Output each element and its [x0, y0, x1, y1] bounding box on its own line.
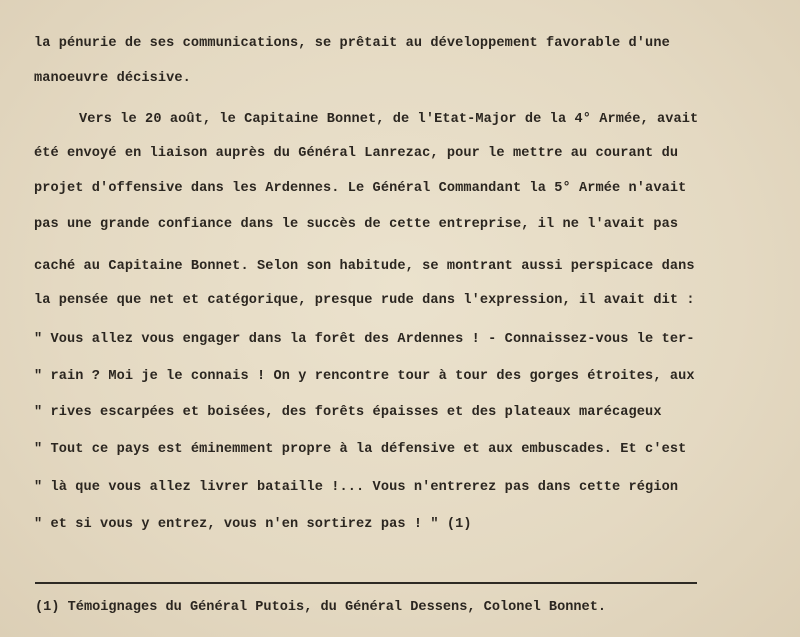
- text-line-13: " là que vous allez livrer bataille !... Vous n'entrerez pas dans cette région: [34, 480, 679, 495]
- text-line-11: " rives escarpées et boisées, des forêts épaisses et des plateaux marécageux: [34, 405, 662, 420]
- text-line-1: la pénurie de ses communications, se prêtait au développement favorable d'une: [34, 36, 670, 51]
- text-line-7: caché au Capitaine Bonnet. Selon son habitude, se montrant aussi perspicace dans: [34, 259, 695, 274]
- text-line-12: " Tout ce pays est éminemment propre à la défensive et aux embuscades. Et c'est: [34, 442, 687, 457]
- text-line-14: " et si vous y entrez, vous n'en sortirez pas ! " (1): [34, 517, 472, 532]
- text-line-8: la pensée que net et catégorique, presque rude dans l'expression, il avait dit :: [34, 293, 695, 308]
- footnote: (1) Témoignages du Général Putois, du Général Dessens, Colonel Bonnet.: [35, 600, 607, 615]
- text-line-2: manoeuvre décisive.: [34, 71, 191, 86]
- text-line-5: projet d'offensive dans les Ardennes. Le Général Commandant la 5° Armée n'avait: [34, 181, 687, 196]
- text-line-4: été envoyé en liaison auprès du Général Lanrezac, pour le mettre au courant du: [34, 146, 679, 161]
- text-line-10: " rain ? Moi je le connais ! On y rencontre tour à tour des gorges étroites, aux: [34, 369, 695, 384]
- text-line-9: " Vous allez vous engager dans la forêt des Ardennes ! - Connaissez-vous le ter-: [34, 332, 695, 347]
- footnote-divider: [35, 582, 697, 584]
- text-line-6: pas une grande confiance dans le succès de cette entreprise, il ne l'avait pas: [34, 217, 679, 232]
- text-line-3: Vers le 20 août, le Capitaine Bonnet, de l'Etat-Major de la 4° Armée, avait: [79, 112, 699, 127]
